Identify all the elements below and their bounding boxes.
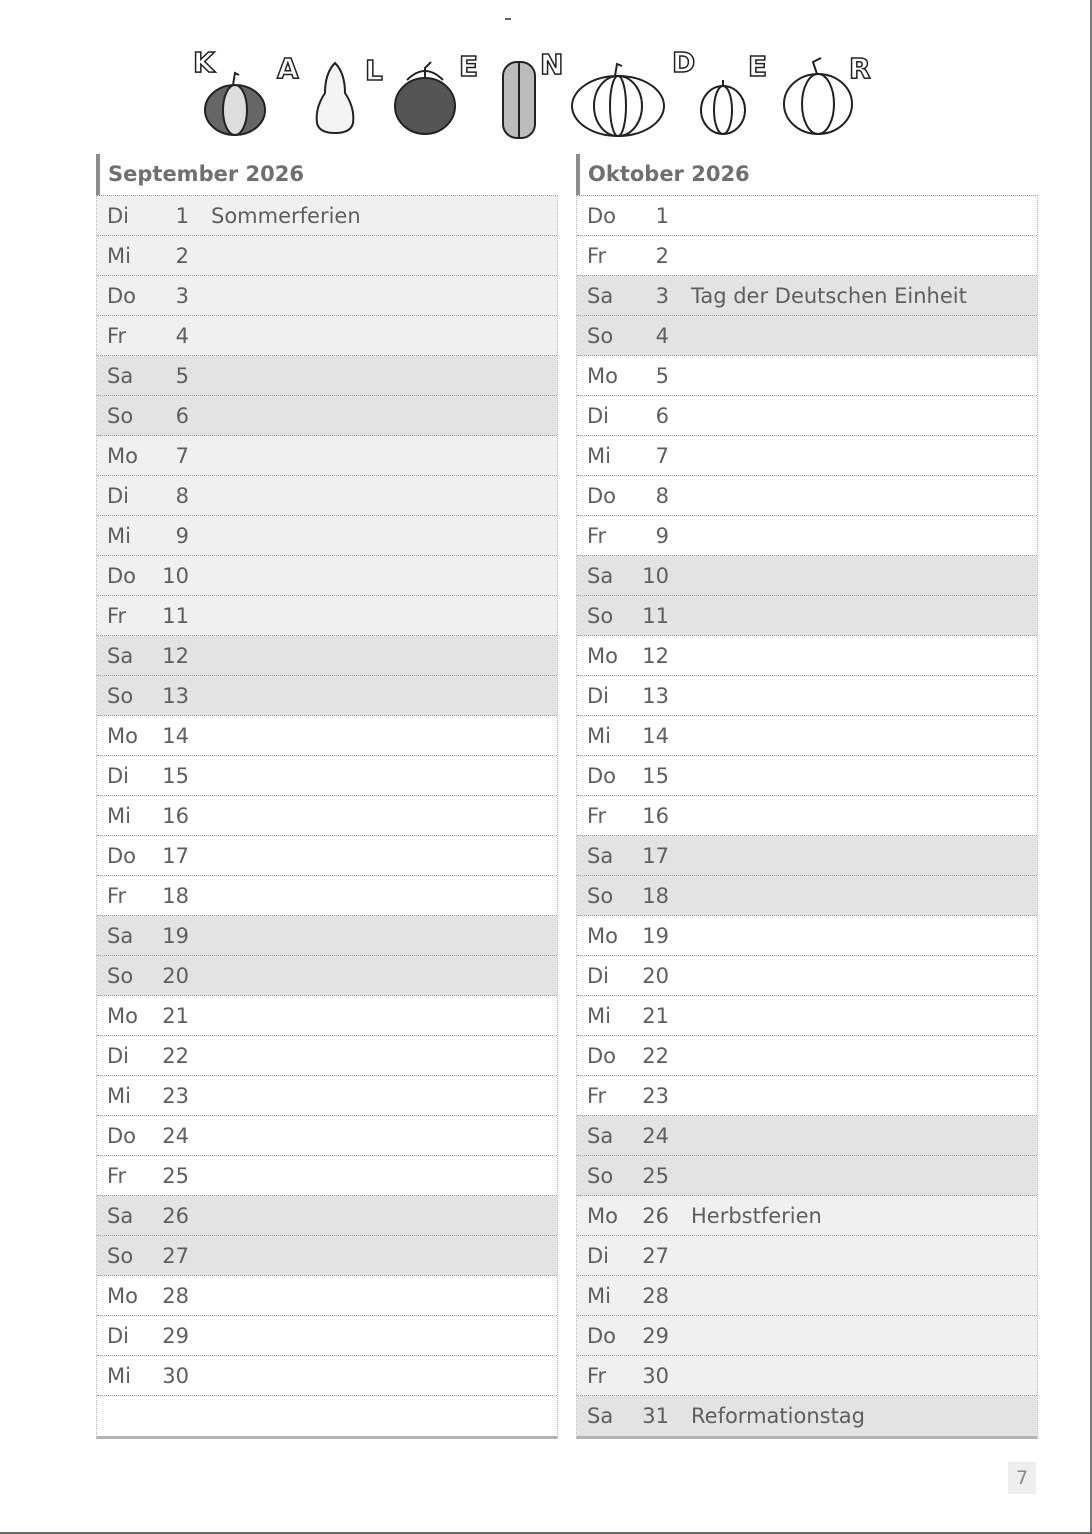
weekday-label: Fr bbox=[587, 1083, 607, 1108]
weekday-label: So bbox=[107, 683, 134, 708]
weekday-label: Fr bbox=[107, 1163, 127, 1188]
date-number: 1 bbox=[175, 203, 189, 228]
weekday-label: Sa bbox=[587, 1123, 614, 1148]
kalender-banner bbox=[185, 38, 885, 143]
weekday-label: Mo bbox=[107, 443, 138, 468]
date-number: 30 bbox=[642, 1363, 669, 1388]
calendar-row bbox=[577, 956, 1037, 996]
date-number: 17 bbox=[162, 843, 189, 868]
weekday-label: Do bbox=[107, 563, 137, 588]
date-number: 9 bbox=[655, 523, 669, 548]
date-number: 26 bbox=[642, 1203, 669, 1228]
calendar-row bbox=[577, 1236, 1037, 1276]
date-number: 18 bbox=[162, 883, 189, 908]
weekday-label: Di bbox=[107, 1043, 130, 1068]
month-title: Oktober 2026 bbox=[576, 154, 1038, 195]
date-number: 27 bbox=[162, 1243, 189, 1268]
date-number: 7 bbox=[655, 443, 669, 468]
pumpkin-icon bbox=[395, 62, 455, 134]
calendar-row bbox=[97, 876, 557, 916]
date-number: 8 bbox=[655, 483, 669, 508]
date-number: 23 bbox=[162, 1083, 189, 1108]
weekday-label: So bbox=[587, 1163, 614, 1188]
weekday-label: So bbox=[587, 323, 614, 348]
calendar-row bbox=[577, 716, 1037, 756]
calendar-row bbox=[577, 636, 1037, 676]
date-number: 21 bbox=[642, 1003, 669, 1028]
calendar-row bbox=[97, 1236, 557, 1276]
date-number: 16 bbox=[642, 803, 669, 828]
event-note: Herbstferien bbox=[691, 1203, 822, 1228]
weekday-label: So bbox=[587, 603, 614, 628]
weekday-label: Mo bbox=[107, 1003, 138, 1028]
date-number: 5 bbox=[655, 363, 669, 388]
date-number: 13 bbox=[162, 683, 189, 708]
calendar-row bbox=[577, 876, 1037, 916]
date-number: 7 bbox=[175, 443, 189, 468]
weekday-label: Do bbox=[107, 283, 137, 308]
calendar-row bbox=[577, 476, 1037, 516]
date-number: 20 bbox=[642, 963, 669, 988]
calendar-row bbox=[577, 676, 1037, 716]
date-number: 1 bbox=[655, 203, 669, 228]
weekday-label: Di bbox=[107, 483, 130, 508]
weekday-label: Sa bbox=[107, 923, 134, 948]
date-number: 19 bbox=[162, 923, 189, 948]
pumpkin-icon bbox=[205, 73, 265, 135]
date-number: 11 bbox=[642, 603, 669, 628]
event-note: Reformationstag bbox=[691, 1404, 865, 1428]
weekday-label: Mo bbox=[587, 923, 618, 948]
calendar-row bbox=[97, 1156, 557, 1196]
weekday-label: Do bbox=[107, 843, 137, 868]
calendar-row bbox=[97, 716, 557, 756]
weekday-label: Di bbox=[587, 963, 610, 988]
calendar-row bbox=[577, 996, 1037, 1036]
date-number: 10 bbox=[642, 563, 669, 588]
calendar-row bbox=[577, 556, 1037, 596]
date-number: 22 bbox=[642, 1043, 669, 1068]
weekday-label: Mo bbox=[107, 1283, 138, 1308]
weekday-label: Sa bbox=[587, 563, 614, 588]
calendar-row bbox=[97, 836, 557, 876]
weekday-label: Sa bbox=[107, 643, 134, 668]
date-number: 23 bbox=[642, 1083, 669, 1108]
date-number: 2 bbox=[655, 243, 669, 268]
banner-letter: N bbox=[540, 48, 564, 81]
calendar-row bbox=[577, 756, 1037, 796]
date-number: 30 bbox=[162, 1363, 189, 1388]
calendar-row bbox=[577, 316, 1037, 356]
weekday-label: Mi bbox=[587, 1003, 611, 1028]
weekday-label: Di bbox=[587, 403, 610, 428]
date-number: 29 bbox=[162, 1323, 189, 1348]
date-number: 24 bbox=[642, 1123, 669, 1148]
date-number: 14 bbox=[162, 723, 189, 748]
date-number: 26 bbox=[162, 1203, 189, 1228]
calendar-row bbox=[97, 636, 557, 676]
pumpkin-icon bbox=[701, 80, 745, 134]
calendar-row bbox=[97, 556, 557, 596]
date-number: 24 bbox=[162, 1123, 189, 1148]
calendar-row bbox=[97, 236, 557, 276]
weekday-label: Do bbox=[587, 203, 617, 228]
event-note: Sommerferien bbox=[211, 203, 361, 228]
calendar-row bbox=[97, 396, 557, 436]
calendar-row bbox=[97, 196, 557, 236]
date-number: 6 bbox=[175, 403, 189, 428]
date-number: 18 bbox=[642, 883, 669, 908]
calendar-row bbox=[577, 1116, 1037, 1156]
calendar-row bbox=[97, 436, 557, 476]
weekday-label: Do bbox=[587, 1323, 617, 1348]
date-number: 15 bbox=[642, 763, 669, 788]
date-number: 12 bbox=[162, 643, 189, 668]
date-number: 28 bbox=[642, 1283, 669, 1308]
date-number: 5 bbox=[175, 363, 189, 388]
calendar-row bbox=[97, 1116, 557, 1156]
weekday-label: Di bbox=[107, 763, 130, 788]
date-number: 29 bbox=[642, 1323, 669, 1348]
weekday-label: Mi bbox=[107, 523, 131, 548]
date-number: 11 bbox=[162, 603, 189, 628]
pumpkin-icon bbox=[317, 63, 354, 133]
calendar-row bbox=[97, 1196, 557, 1236]
calendar-row bbox=[577, 436, 1037, 476]
date-number: 4 bbox=[175, 323, 189, 348]
weekday-label: Di bbox=[587, 683, 610, 708]
weekday-label: Sa bbox=[587, 1404, 614, 1428]
weekday-label: Fr bbox=[587, 523, 607, 548]
banner-letter: A bbox=[277, 52, 299, 85]
calendar-row bbox=[97, 1276, 557, 1316]
month-title: September 2026 bbox=[96, 154, 558, 195]
calendar-row bbox=[577, 196, 1037, 236]
calendar-row bbox=[577, 356, 1037, 396]
weekday-label: Fr bbox=[107, 323, 127, 348]
weekday-label: Mi bbox=[587, 443, 611, 468]
date-number: 19 bbox=[642, 923, 669, 948]
weekday-label: Fr bbox=[587, 1363, 607, 1388]
weekday-label: Mi bbox=[587, 1283, 611, 1308]
day-list bbox=[96, 195, 558, 1439]
date-number: 8 bbox=[175, 483, 189, 508]
calendar-row bbox=[577, 516, 1037, 556]
calendar-row bbox=[577, 1036, 1037, 1076]
date-number: 2 bbox=[175, 243, 189, 268]
banner-letter: R bbox=[849, 52, 871, 85]
calendar-row bbox=[577, 1196, 1037, 1236]
calendar-row bbox=[577, 1356, 1037, 1396]
date-number: 22 bbox=[162, 1043, 189, 1068]
weekday-label: Do bbox=[107, 1123, 137, 1148]
date-number: 25 bbox=[162, 1163, 189, 1188]
weekday-label: So bbox=[107, 963, 134, 988]
calendar-row bbox=[577, 1076, 1037, 1116]
event-note: Tag der Deutschen Einheit bbox=[691, 283, 967, 308]
calendar-row bbox=[97, 276, 557, 316]
date-number: 25 bbox=[642, 1163, 669, 1188]
weekday-label: Do bbox=[587, 1043, 617, 1068]
pumpkin-icon bbox=[784, 58, 852, 134]
calendar-row bbox=[97, 596, 557, 636]
weekday-label: Mo bbox=[107, 723, 138, 748]
calendar-row bbox=[577, 1316, 1037, 1356]
weekday-label: Fr bbox=[587, 243, 607, 268]
weekday-label: So bbox=[107, 403, 134, 428]
banner-letter: E bbox=[459, 50, 479, 83]
calendar-row bbox=[97, 756, 557, 796]
calendar-row bbox=[97, 476, 557, 516]
banner-letter: L bbox=[365, 54, 383, 87]
calendar-row bbox=[97, 996, 557, 1036]
calendar-row bbox=[97, 316, 557, 356]
weekday-label: Fr bbox=[107, 883, 127, 908]
month-september bbox=[96, 154, 558, 1439]
calendar-row bbox=[97, 1396, 557, 1436]
weekday-label: Di bbox=[587, 1243, 610, 1268]
weekday-label: Di bbox=[107, 203, 130, 228]
date-number: 4 bbox=[655, 323, 669, 348]
weekday-label: So bbox=[587, 883, 614, 908]
weekday-label: Mi bbox=[107, 243, 131, 268]
date-number: 6 bbox=[655, 403, 669, 428]
date-number: 13 bbox=[642, 683, 669, 708]
weekday-label: Sa bbox=[587, 283, 614, 308]
calendar-row bbox=[577, 916, 1037, 956]
day-list bbox=[576, 195, 1038, 1439]
calendar-row bbox=[577, 236, 1037, 276]
calendar-row bbox=[577, 1156, 1037, 1196]
date-number: 15 bbox=[162, 763, 189, 788]
date-number: 12 bbox=[642, 643, 669, 668]
date-number: 31 bbox=[642, 1404, 669, 1428]
date-number: 3 bbox=[175, 283, 189, 308]
weekday-label: Do bbox=[587, 483, 617, 508]
month-oktober bbox=[576, 154, 1038, 1439]
weekday-label: Mo bbox=[587, 643, 618, 668]
date-number: 20 bbox=[162, 963, 189, 988]
calendar-row bbox=[97, 676, 557, 716]
pumpkin-icon bbox=[503, 62, 535, 138]
calendar-row bbox=[97, 796, 557, 836]
date-number: 14 bbox=[642, 723, 669, 748]
calendar-row bbox=[97, 1356, 557, 1396]
calendar-row bbox=[577, 276, 1037, 316]
date-number: 17 bbox=[642, 843, 669, 868]
calendar-row bbox=[577, 596, 1037, 636]
date-number: 28 bbox=[162, 1283, 189, 1308]
calendar-row bbox=[97, 356, 557, 396]
weekday-label: Sa bbox=[587, 843, 614, 868]
date-number: 27 bbox=[642, 1243, 669, 1268]
calendar-row bbox=[97, 516, 557, 556]
weekday-label: Mi bbox=[107, 803, 131, 828]
date-number: 21 bbox=[162, 1003, 189, 1028]
weekday-label: Mi bbox=[107, 1363, 131, 1388]
weekday-label: Mo bbox=[587, 363, 618, 388]
banner-letter: E bbox=[748, 50, 768, 83]
weekday-label: Fr bbox=[107, 603, 127, 628]
date-number: 10 bbox=[162, 563, 189, 588]
date-number: 16 bbox=[162, 803, 189, 828]
calendar-row bbox=[97, 956, 557, 996]
calendar-row bbox=[97, 916, 557, 956]
weekday-label: Fr bbox=[587, 803, 607, 828]
pumpkin-icon bbox=[572, 64, 664, 136]
weekday-label: Do bbox=[587, 763, 617, 788]
banner-letter: D bbox=[672, 46, 696, 79]
weekday-label: Mo bbox=[587, 1203, 618, 1228]
weekday-label: Mi bbox=[107, 1083, 131, 1108]
calendar-row bbox=[97, 1076, 557, 1116]
calendar-row bbox=[577, 1396, 1037, 1436]
calendar-row bbox=[577, 836, 1037, 876]
date-number: 9 bbox=[175, 523, 189, 548]
calendar-row bbox=[97, 1316, 557, 1356]
page-number: 7 bbox=[1008, 1462, 1036, 1494]
calendar-row bbox=[577, 396, 1037, 436]
weekday-label: Mi bbox=[587, 723, 611, 748]
weekday-label: Di bbox=[107, 1323, 130, 1348]
date-number: 3 bbox=[655, 283, 669, 308]
weekday-label: So bbox=[107, 1243, 134, 1268]
banner-letter: K bbox=[193, 46, 215, 79]
weekday-label: Sa bbox=[107, 363, 134, 388]
calendar-row bbox=[97, 1036, 557, 1076]
weekday-label: Sa bbox=[107, 1203, 134, 1228]
calendar-row bbox=[577, 796, 1037, 836]
decorative-mark bbox=[505, 18, 511, 20]
calendar-row bbox=[577, 1276, 1037, 1316]
